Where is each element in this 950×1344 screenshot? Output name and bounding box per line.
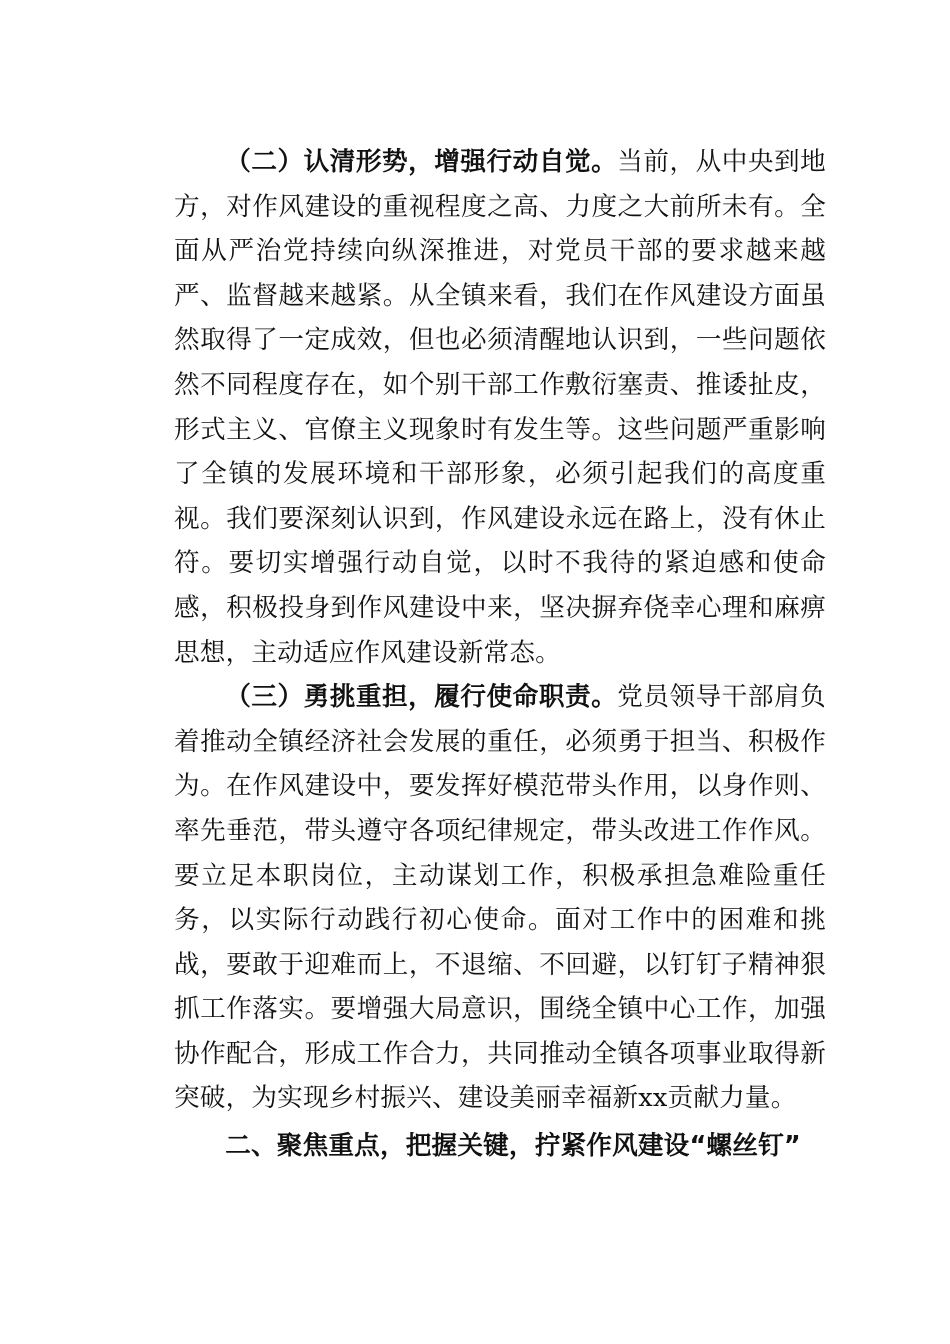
paragraph-section-3 (174, 675, 826, 1121)
paragraph-lead: （二）认清形势，增强行动自觉。 (225, 147, 618, 177)
paragraph-section-2 (174, 140, 826, 675)
section-heading: 二、聚焦重点，把握关键，拧紧作风建设“螺丝钉” (225, 1131, 801, 1162)
paragraph-lead: （三）勇挑重担，履行使命职责。 (225, 682, 618, 713)
paragraph-text: 党员领导干部肩负着推动全镇经济社会发展的重任，必须勇于担当、积极作为。在作风建设中，要发挥好模范带头作用，以身作则、率先垂范，带头遵守各项纪律规定，带头改进工作作风。要立足本职岗位，主动谋划工作，积极承担急难险重任务，以实际行动践行初心使命。面对工作中的困难和挑战，要敢于迎难而上，不退缩、不回避，以钉钉子精神狠抓工作落实。要增强大局意识，围绕全镇中心工作，加强协作配合，形成工作合力，共同推动全镇各项事业取得新突破，为实现乡村振兴、建设美丽幸福新xx贡献力量。 (174, 682, 826, 1114)
document-body (174, 140, 826, 1169)
paragraph-text: 当前，从中央到地方，对作风建设的重视程度之高、力度之大前所未有。全面从严治党持续向纵深推进，对党员干部的要求越来越严、监督越来越紧。从全镇来看，我们在作风建设方面虽然取得了一定成效，但也必须清醒地认识到，一些问题依然不同程度存在，如个别干部工作敷衍塞责、推诿扯皮，形式主义、官僚主义现象时有发生等。这些问题严重影响了全镇的发展环境和干部形象，必须引起我们的高度重视。我们要深刻认识到，作风建设永远在路上，没有休止符。要切实增强行动自觉，以时不我待的紧迫感和使命感，积极投身到作风建设中来，坚决摒弃侥幸心理和麻痹思想，主动适应作风建设新常态。 (174, 147, 826, 668)
